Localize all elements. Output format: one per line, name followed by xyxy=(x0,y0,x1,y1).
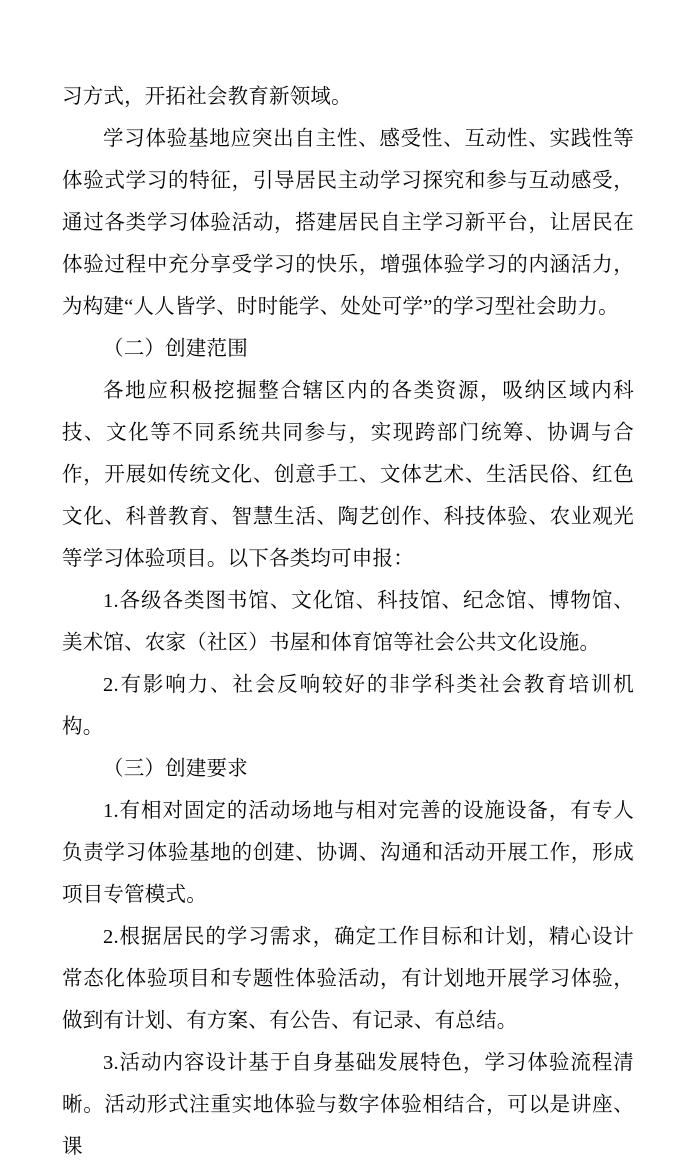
heading-scope: （二）创建范围 xyxy=(103,338,248,360)
heading-requirements: （三）创建要求 xyxy=(103,758,248,780)
list-item-requirement-1: 1.有相对固定的活动场地与相对完善的设施设备，有专人负责学习体验基地的创建、协调、沟通和活动开展工作，形成项目专管模式。 xyxy=(62,800,634,906)
list-item-requirement-3: 3.活动内容设计基于自身基础发展特色，学习体验流程清晰。活动形式注重实地体验与数字体验相结合，可以是讲座、课 xyxy=(62,1052,634,1158)
list-item-scope-1: 1.各级各类图书馆、文化馆、科技馆、纪念馆、博物馆、美术馆、农家（社区）书屋和体育馆等社会公共文化设施。 xyxy=(62,590,634,654)
document-body xyxy=(62,76,634,1168)
paragraph-scope-body: 各地应积极挖掘整合辖区内的各类资源，吸纳区域内科技、文化等不同系统共同参与，实现跨部门统筹、协调与合作，开展如传统文化、创意手工、文体艺术、生活民俗、红色文化、科普教育、智慧生活、陶艺创作、科技体验、农业观光等学习体验项目。以下各类均可申报： xyxy=(62,380,634,570)
list-item-scope-2: 2.有影响力、社会反响较好的非学科类社会教育培训机构。 xyxy=(62,674,634,738)
paragraph-experience-base: 学习体验基地应突出自主性、感受性、互动性、实践性等体验式学习的特征，引导居民主动学习探究和参与互动感受，通过各类学习体验活动，搭建居民自主学习新平台，让居民在体验过程中充分享受学习的快乐，增强体验学习的内涵活力，为构建“人人皆学、时时能学、处处可学”的学习型社会助力。 xyxy=(62,128,634,318)
list-item-requirement-2: 2.根据居民的学习需求，确定工作目标和计划，精心设计常态化体验项目和专题性体验活动，有计划地开展学习体验，做到有计划、有方案、有公告、有记录、有总结。 xyxy=(62,926,634,1032)
paragraph-continuation: 习方式，开拓社会教育新领域。 xyxy=(62,86,352,108)
